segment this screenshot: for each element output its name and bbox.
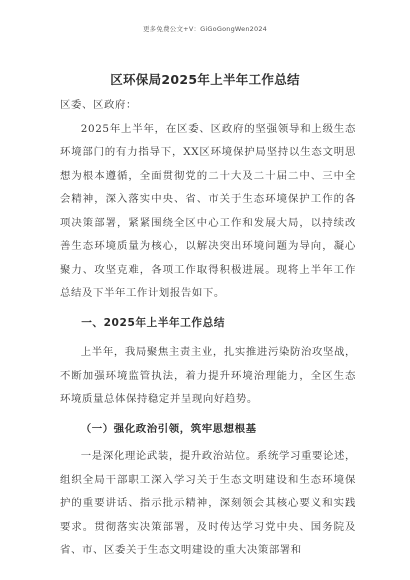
section-paragraph: 上半年，我局聚焦主责主业，扎实推进污染防治攻坚战，不断加强环境监管执法，着力提升环境治理能力，全区生态环境质量总体保持稳定并呈现向好趋势。 xyxy=(60,346,356,405)
document-title: 区环保局2025年上半年工作总结 xyxy=(110,72,300,87)
header-watermark: 更多免费公文+V：GiGoGongWen2024 xyxy=(142,25,267,33)
subsection-heading: （一）强化政治引领，筑牢思想根基 xyxy=(80,422,257,435)
salutation: 区委、区政府： xyxy=(60,99,137,111)
document-body xyxy=(60,94,356,563)
section-heading: 一、2025年上半年工作总结 xyxy=(81,316,226,329)
intro-paragraph: 2025年上半年，在区委、区政府的坚强领导和上级生态环境部门的有力指导下，XX区环境保护局坚持以生态文明思想为根本遵循，全面贯彻党的二十大及二十届二中、三中全会精神，深入落实中央、省、市关于生态环境保护工作的各项决策部署，紧紧围绕全区中心工作和发展大局，以持续改善生态环境质量为核心，以解决突出环境问题为导向，凝心聚力、攻坚克难，各项工作取得积极进展。现将上半年工作总结及下半年工作计划报告如下。 xyxy=(60,122,356,299)
subsection-paragraph: 一是深化理论武装，提升政治站位。系统学习重要论述，组织全局干部职工深入学习关于生态文明建设和生态环境保护的重要讲话、指示批示精神，深刻领会其核心要义和实践要求。贯彻落实决策部署，及时传达学习党中央、国务院及省、市、区委关于生态文明建设的重大决策部署和 xyxy=(60,450,356,556)
